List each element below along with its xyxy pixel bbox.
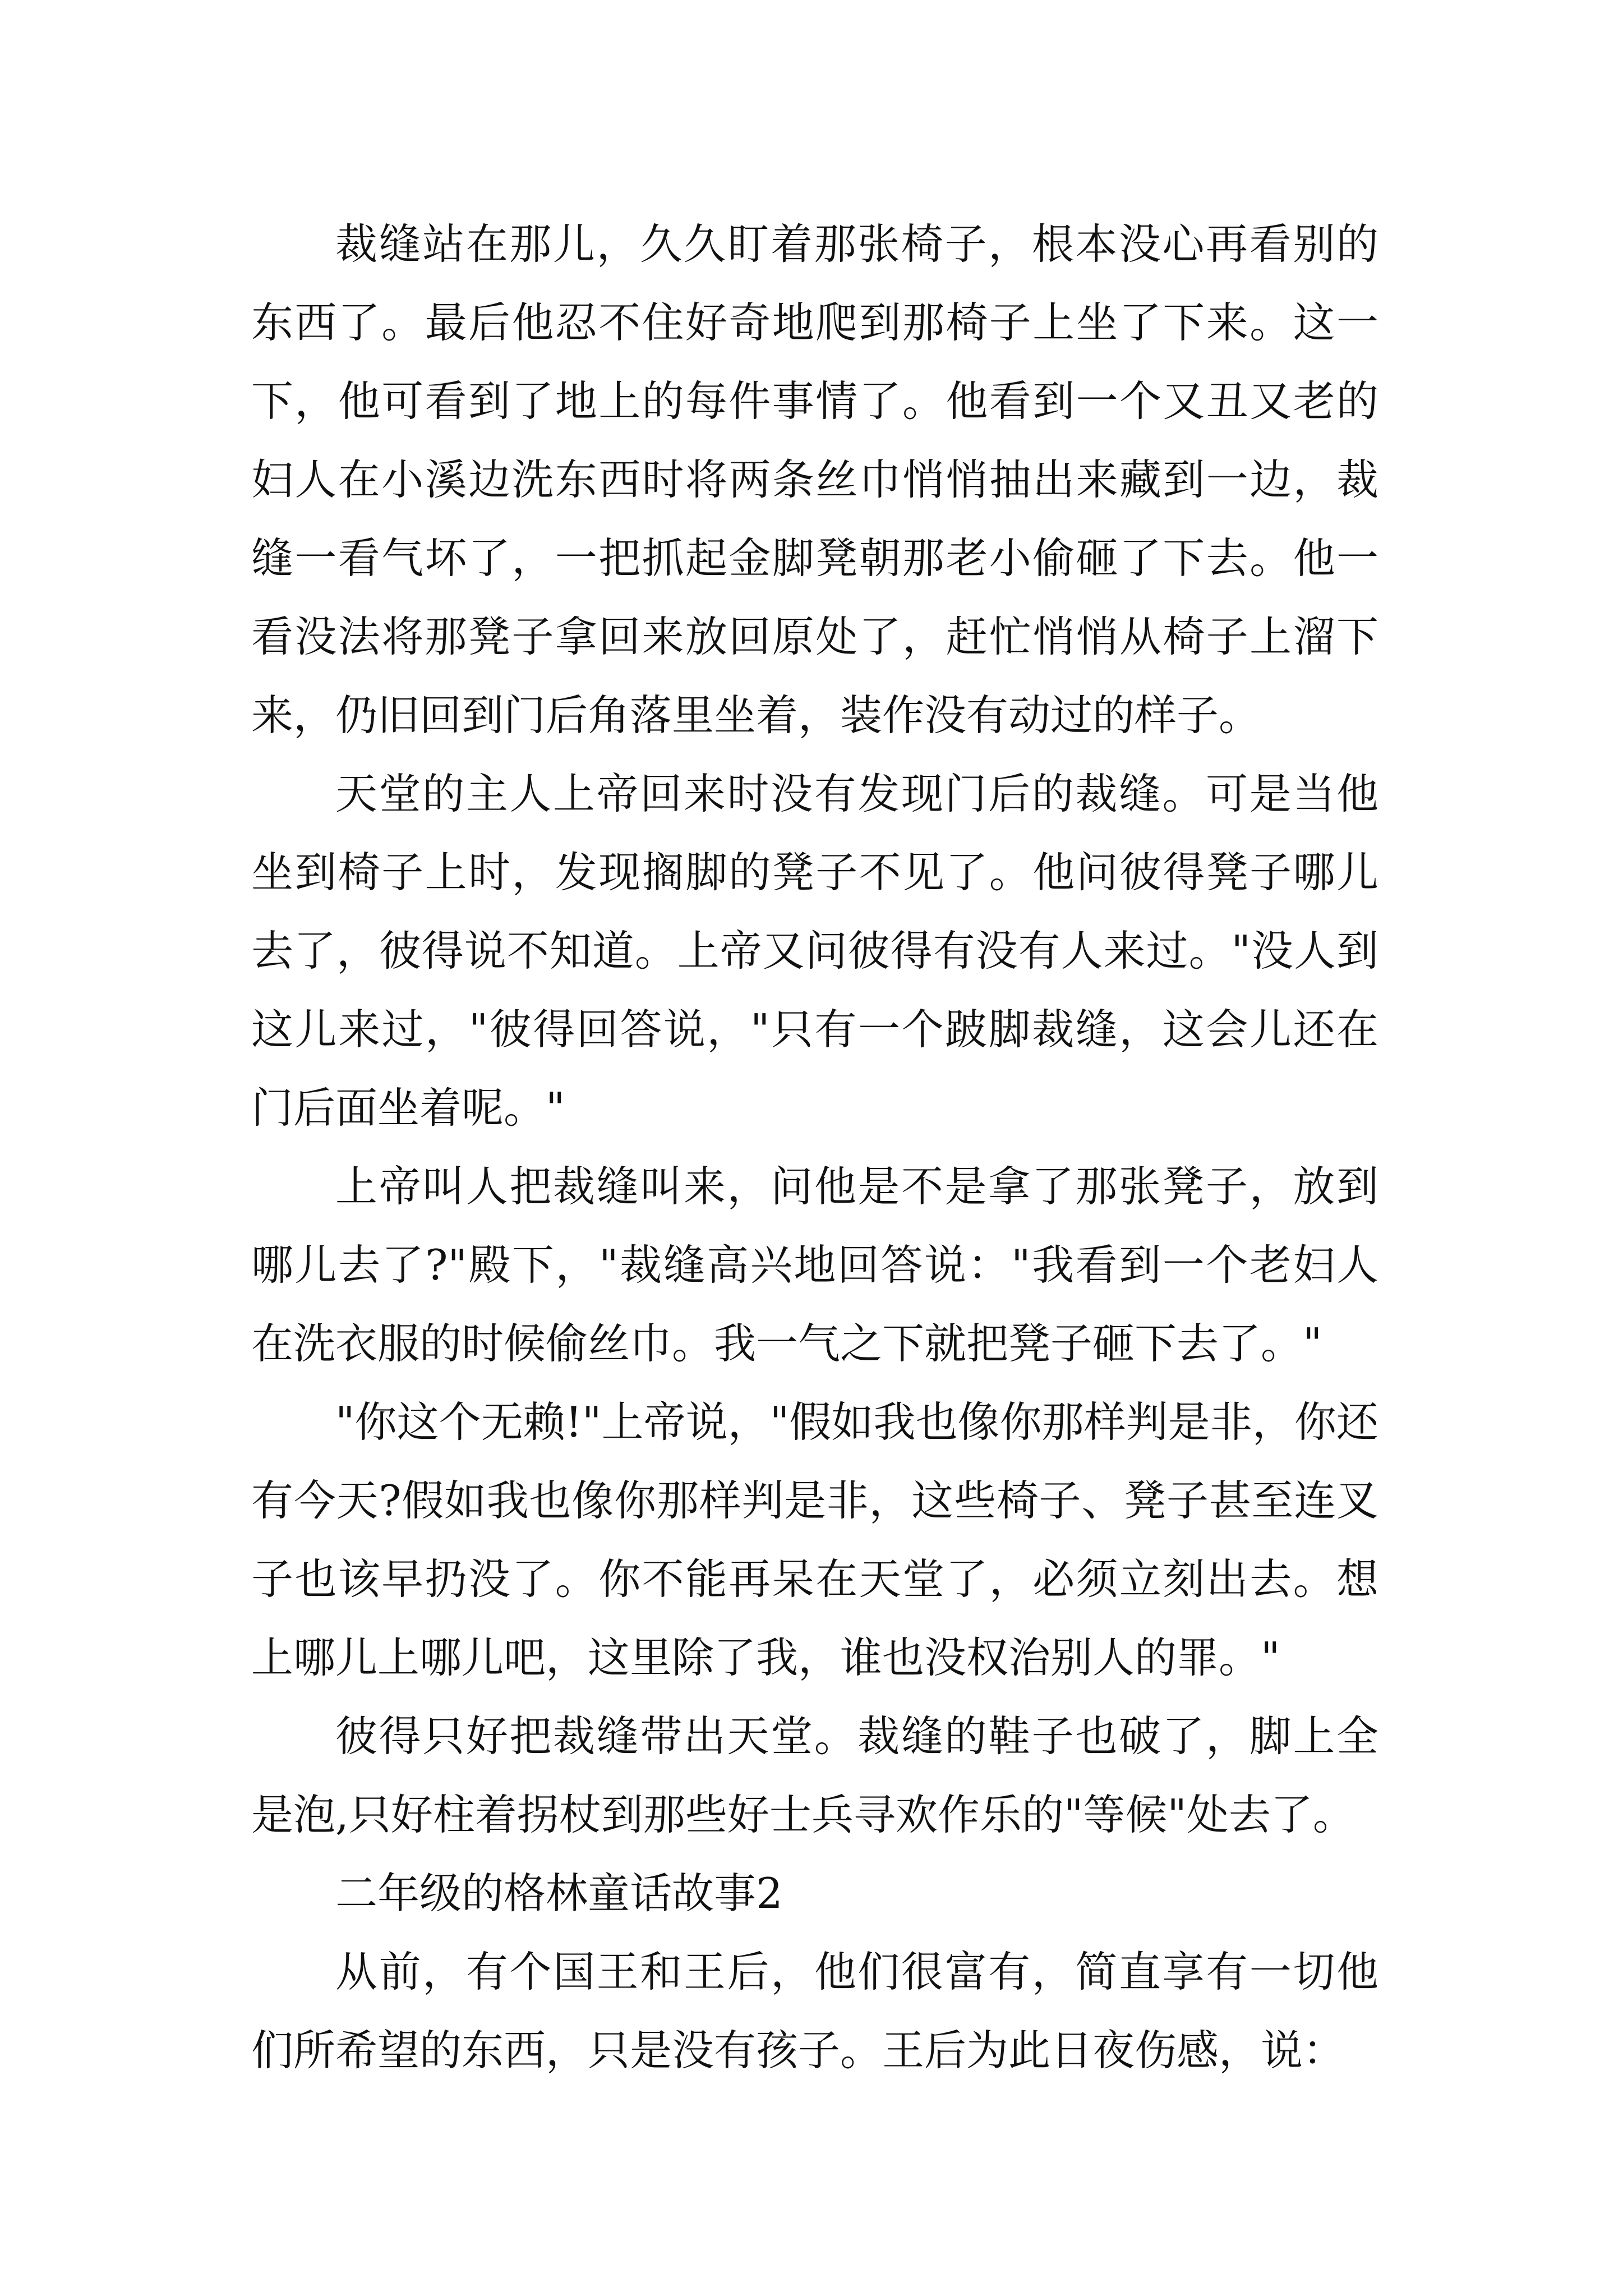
paragraph-4: "你这个无赖!"上帝说，"假如我也像你那样判是非，你还有今天?假如我也像你那样判是非，这些椅子、凳子甚至连叉子也该早扔没了。你不能再呆在天堂了，必须立刻出去。想上哪儿上哪儿吧，这里除了我，谁也没权治别人的罪。" [251, 1397, 1378, 1682]
paragraph-5: 彼得只好把裁缝带出天堂。裁缝的鞋子也破了，脚上全是泡,只好柱着拐杖到那些好士兵寻欢作乐的"等候"处去了。 [251, 1711, 1378, 1839]
section-heading: 二年级的格林童话故事2 [335, 1869, 783, 1918]
document-body [251, 205, 1378, 2090]
paragraph-2: 天堂的主人上帝回来时没有发现门后的裁缝。可是当他坐到椅子上时，发现搁脚的凳子不见了。他问彼得凳子哪儿去了，彼得说不知道。上帝又问彼得有没有人来过。"没人到这儿来过，"彼得回答说，"只有一个跛脚裁缝，这会儿还在门后面坐着呢。" [251, 769, 1378, 1133]
paragraph-3: 上帝叫人把裁缝叫来，问他是不是拿了那张凳子，放到哪儿去了?"殿下，"裁缝高兴地回答说："我看到一个老妇人在洗衣服的时候偷丝巾。我一气之下就把凳子砸下去了。" [251, 1162, 1378, 1368]
paragraph-1: 裁缝站在那儿，久久盯着那张椅子，根本没心再看别的东西了。最后他忍不住好奇地爬到那椅子上坐了下来。这一下，他可看到了地上的每件事情了。他看到一个又丑又老的妇人在小溪边洗东西时将两条丝巾悄悄抽出来藏到一边，裁缝一看气坏了，一把抓起金脚凳朝那老小偷砸了下去。他一看没法将那凳子拿回来放回原处了，赶忙悄悄从椅子上溜下来，仍旧回到门后角落里坐着，装作没有动过的样子。 [251, 219, 1378, 740]
paragraph-6: 从前，有个国王和王后，他们很富有，简直享有一切他们所希望的东西，只是没有孩子。王后为此日夜伤感，说： [251, 1947, 1378, 2075]
